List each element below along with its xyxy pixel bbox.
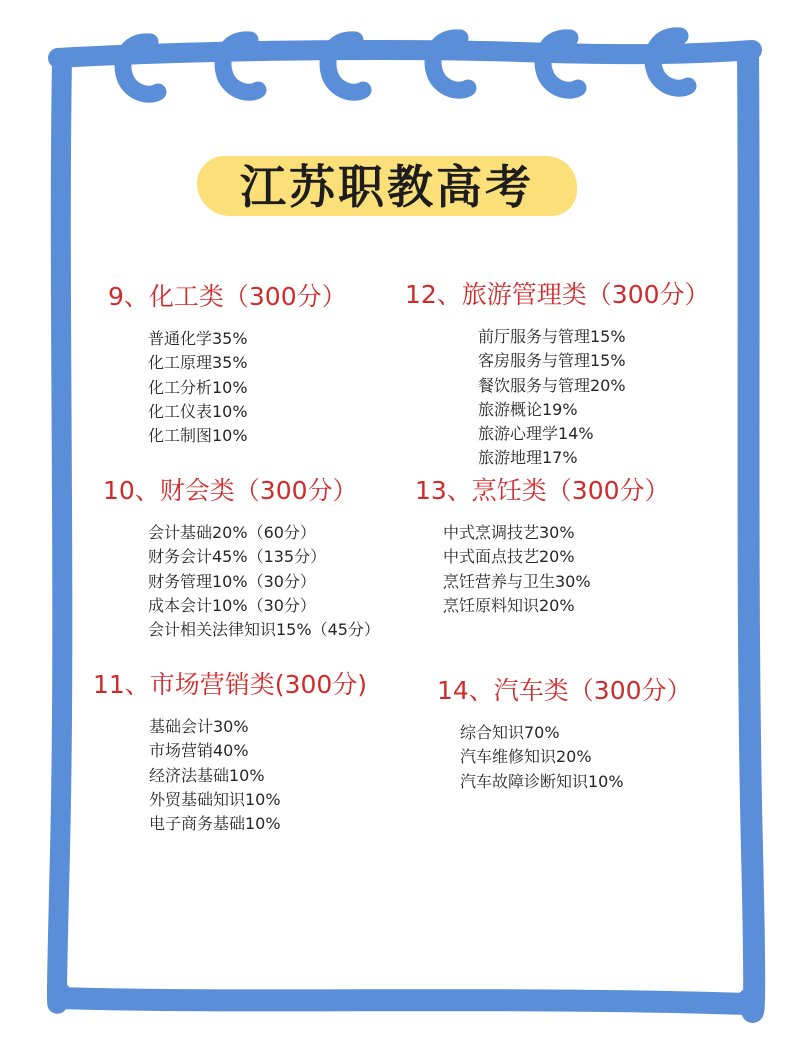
section-heading: 10、财会类（300分） (103, 476, 358, 505)
binder-ring-4 (433, 38, 468, 90)
subject-list (437, 721, 692, 794)
subject-item: 化工分析10% (148, 377, 248, 397)
subject-item: 化工制图10% (148, 426, 248, 446)
subject-list (103, 521, 380, 642)
subject-item: 旅游地理17% (478, 448, 578, 468)
subject-item: 汽车维修知识20% (460, 747, 592, 767)
section-heading: 12、旅游管理类（300分） (405, 280, 710, 309)
subject-item: 市场营销40% (149, 741, 249, 761)
frame-bottom-edge (60, 998, 748, 1004)
subject-item: 经济法基础10% (149, 765, 265, 785)
subject-item: 综合知识70% (460, 723, 560, 742)
section-chemical (108, 281, 347, 448)
subject-item: 会计相关法律知识15%（45分） (148, 620, 380, 640)
subject-list (93, 715, 367, 836)
subject-item: 会计基础20%（60分） (148, 523, 316, 542)
subject-item: 电子商务基础10% (149, 814, 281, 834)
section-tourism (405, 279, 710, 471)
binder-ring-2 (223, 40, 258, 92)
subject-item: 汽车故障诊断知识10% (460, 771, 624, 791)
section-heading: 9、化工类（300分） (108, 282, 347, 311)
subject-item: 外贸基础知识10% (149, 789, 281, 809)
subject-list (415, 521, 670, 618)
subject-list (108, 327, 347, 448)
section-automotive (437, 675, 692, 794)
subject-item: 成本会计10%（30分） (148, 595, 316, 615)
subject-item: 基础会计30% (149, 717, 249, 736)
subject-item: 餐饮服务与管理20% (478, 375, 626, 395)
binder-ring-1 (123, 42, 158, 94)
subject-item: 前厅服务与管理15% (478, 327, 626, 346)
subject-item: 旅游概论19% (478, 399, 578, 419)
subject-item: 烹饪原料知识20% (443, 595, 575, 615)
binder-ring-5 (543, 38, 578, 90)
subject-item: 客房服务与管理15% (478, 351, 626, 371)
subject-item: 中式烹调技艺30% (443, 523, 575, 542)
section-heading: 11、市场营销类(300分) (93, 670, 368, 699)
section-heading: 13、烹饪类（300分） (415, 476, 670, 505)
subject-item: 化工仪表10% (148, 401, 248, 421)
subject-item: 烹饪营养与卫生30% (443, 571, 591, 591)
binder-ring-3 (328, 40, 363, 92)
page-title: 江苏职教高考 (240, 160, 534, 214)
section-marketing (93, 669, 367, 836)
frame-left-edge (57, 60, 62, 1004)
subject-list (405, 325, 710, 471)
section-heading: 14、汽车类（300分） (437, 676, 692, 705)
page-title-block (197, 148, 577, 226)
subject-item: 普通化学35% (148, 329, 248, 348)
section-cooking (415, 475, 670, 618)
subject-item: 旅游心理学14% (478, 424, 594, 444)
subject-item: 中式面点技艺20% (443, 547, 575, 567)
subject-item: 财务会计45%（135分） (148, 547, 327, 567)
section-accounting (103, 475, 380, 642)
frame-right-edge (748, 52, 754, 1012)
subject-item: 财务管理10%（30分） (148, 571, 316, 591)
subject-item: 化工原理35% (148, 353, 248, 373)
